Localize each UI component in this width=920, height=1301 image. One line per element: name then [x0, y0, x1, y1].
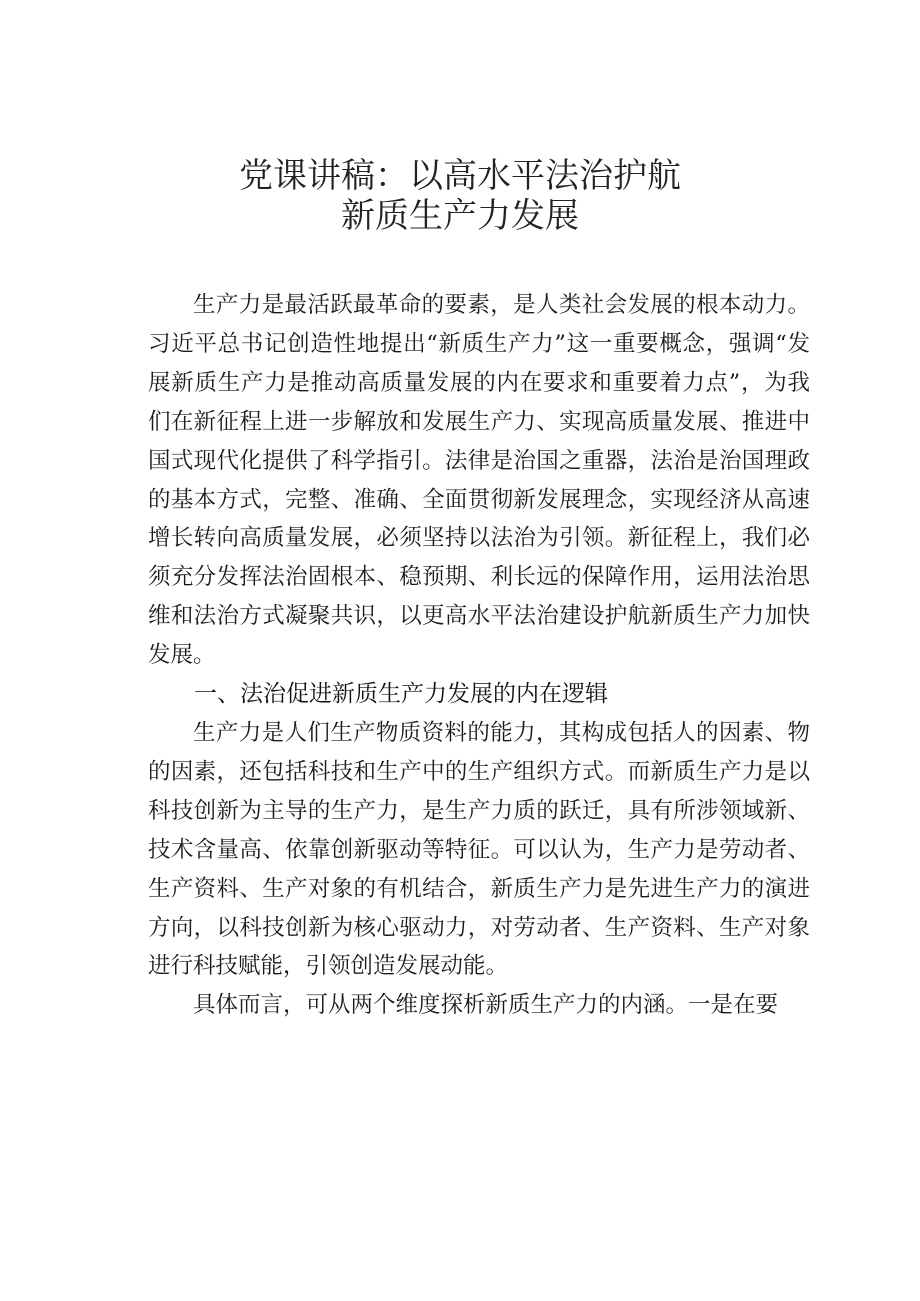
document-body	[148, 286, 810, 1025]
body-paragraph: 具体而言，可从两个维度探析新质生产力的内涵。一是在要	[193, 992, 779, 1019]
title-line-1: 党课讲稿：以高水平法治护航	[239, 156, 681, 196]
section-heading: 一、法治促进新质生产力发展的内在逻辑	[194, 681, 608, 708]
intro-paragraph: 生产力是最活跃最革命的要素，是人类社会发展的根本动力。习近平总书记创造性地提出“新质生产力”这一重要概念，强调“发展新质生产力是推动高质量发展的内在要求和重要着力点”，为我们在新征程上进一步解放和发展生产力、实现高质量发展、推进中国式现代化提供了科学指引。法律是治国之重器，法治是治国理政的基本方式，完整、准确、全面贯彻新发展理念，实现经济从高速增长转向高质量发展，必须坚持以法治为引领。新征程上，我们必须充分发挥法治固根本、稳预期、利长远的保障作用，运用法治思维和法治方式凝聚共识，以更高水平法治建设护航新质生产力加快发展。	[148, 292, 810, 669]
body-paragraph: 生产力是人们生产物质资料的能力，其构成包括人的因素、物的因素，还包括科技和生产中的生产组织方式。而新质生产力是以科技创新为主导的生产力，是生产力质的跃迁，具有所涉领域新、技术含量高、依靠创新驱动等特征。可以认为，生产力是劳动者、生产资料、生产对象的有机结合，新质生产力是先进生产力的演进方向，以科技创新为核心驱动力，对劳动者、生产资料、生产对象进行科技赋能，引领创造发展动能。	[148, 719, 810, 980]
title-line-2: 新质生产力发展	[341, 196, 579, 236]
document-title	[0, 156, 920, 236]
